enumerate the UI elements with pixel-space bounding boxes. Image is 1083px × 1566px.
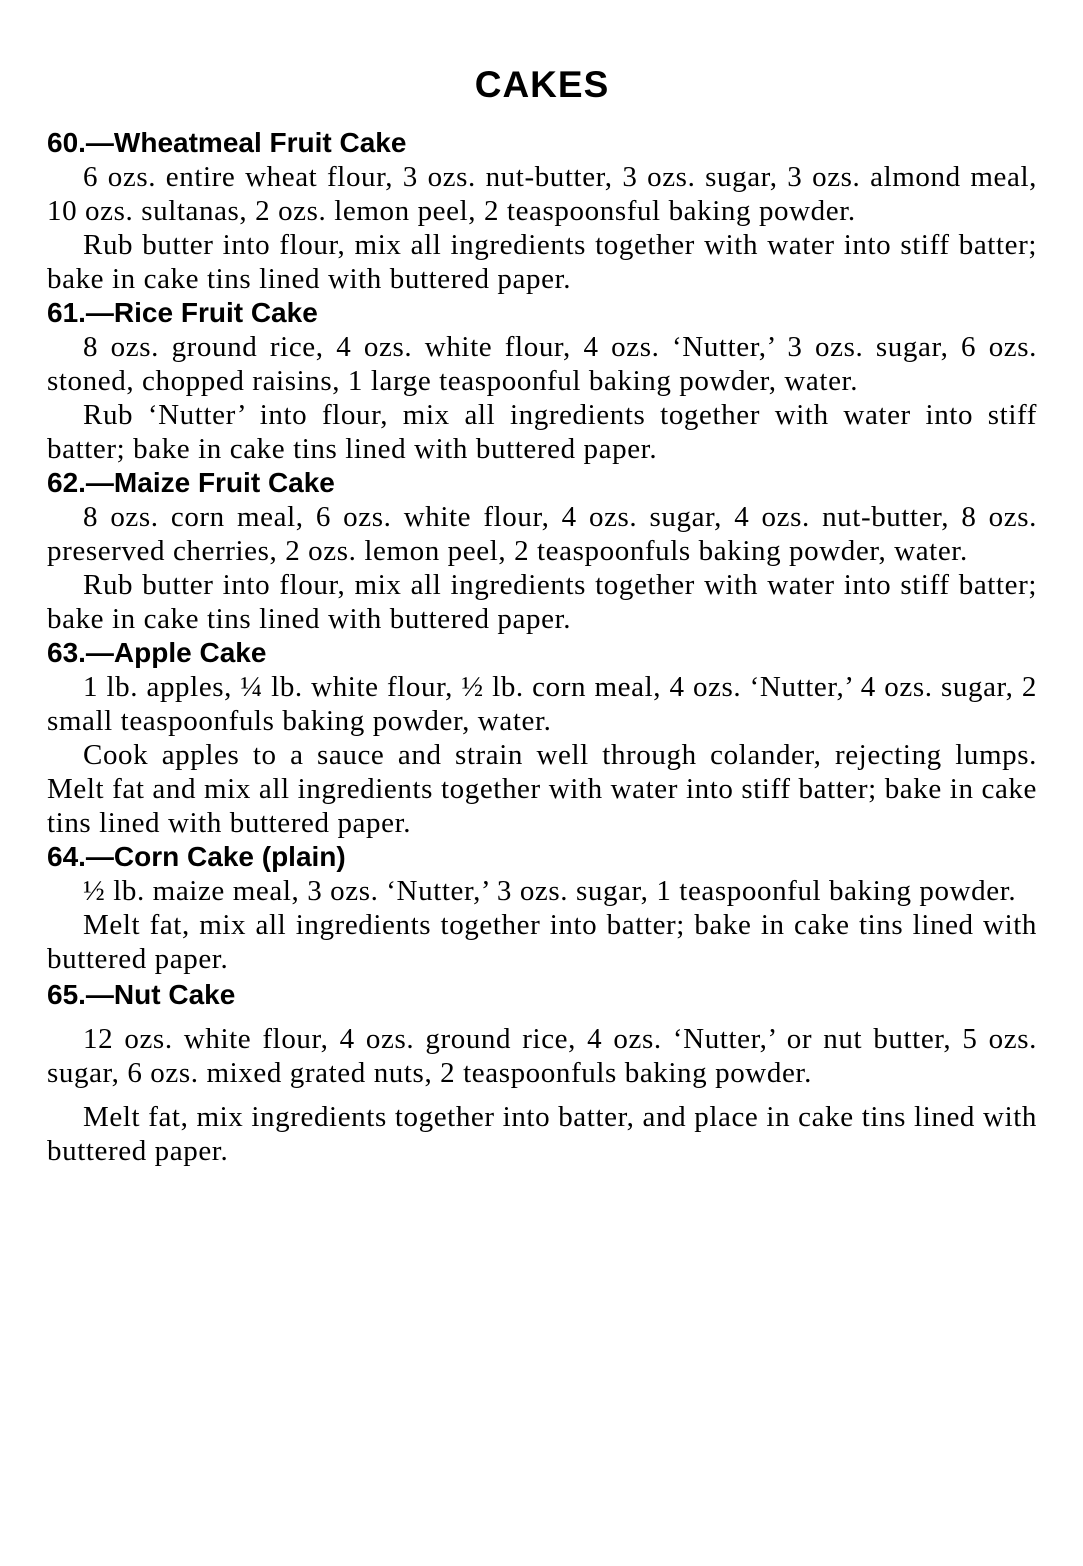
page-title: CAKES [474, 64, 610, 105]
recipe-method: Melt fat, mix all ingredients together into batter; bake in cake tins lined with buttered paper. [47, 909, 1037, 975]
recipe-method: Rub butter into flour, mix all ingredients together with water into stiff batter; bake in cake tins lined with buttered paper. [47, 569, 1037, 635]
recipe-method: Melt fat, mix ingredients together into batter, and place in cake tins lined with buttered paper. [47, 1101, 1037, 1167]
recipe-ingredients: 12 ozs. white flour, 4 ozs. ground rice, 4 ozs. ‘Nutter,’ or nut butter, 5 ozs. sugar, 6 ozs. mixed grated nuts, 2 teaspoonfuls baking powder. [47, 1023, 1037, 1089]
recipe-62 [47, 466, 1037, 636]
recipe-ingredients: ½ lb. maize meal, 3 ozs. ‘Nutter,’ 3 ozs. sugar, 1 teaspoonful baking powder. [83, 875, 1017, 907]
recipe-title: 65.—Nut Cake [47, 979, 236, 1010]
recipe-60 [47, 126, 1037, 296]
recipe-method: Rub butter into flour, mix all ingredients together with water into stiff batter; bake in cake tins lined with buttered paper. [47, 229, 1037, 295]
recipe-title: 64.—Corn Cake (plain) [47, 841, 346, 872]
recipe-63 [47, 636, 1037, 840]
recipe-ingredients: 1 lb. apples, ¼ lb. white flour, ½ lb. corn meal, 4 ozs. ‘Nutter,’ 4 ozs. sugar, 2 small teaspoonfuls baking powder, water. [47, 671, 1037, 737]
recipe-title: 60.—Wheatmeal Fruit Cake [47, 127, 407, 158]
recipe-method: Cook apples to a sauce and strain well through colander, rejecting lumps. Melt fat and mix all ingredients together with water into stiff batter; bake in cake tins lined with buttered paper. [47, 739, 1037, 839]
recipe-title: 62.—Maize Fruit Cake [47, 467, 335, 498]
recipe-65 [47, 978, 1037, 1168]
cookbook-page [47, 58, 1037, 1168]
recipe-method: Rub ‘Nutter’ into flour, mix all ingredients together with water into stiff batter; bake in cake tins lined with buttered paper. [47, 399, 1037, 465]
recipe-64 [47, 840, 1037, 976]
recipe-61 [47, 296, 1037, 466]
recipe-ingredients: 8 ozs. ground rice, 4 ozs. white flour, 4 ozs. ‘Nutter,’ 3 ozs. sugar, 6 ozs. stoned, chopped raisins, 1 large teaspoonful baking powder, water. [47, 331, 1037, 397]
recipe-ingredients: 8 ozs. corn meal, 6 ozs. white flour, 4 ozs. sugar, 4 ozs. nut-butter, 8 ozs. preserved cherries, 2 ozs. lemon peel, 2 teaspoonfuls baking powder, water. [47, 501, 1037, 567]
recipe-ingredients: 6 ozs. entire wheat flour, 3 ozs. nut-butter, 3 ozs. sugar, 3 ozs. almond meal, 10 ozs. sultanas, 2 ozs. lemon peel, 2 teaspoonsful baking powder. [47, 161, 1037, 227]
recipe-title: 61.—Rice Fruit Cake [47, 297, 318, 328]
recipe-title: 63.—Apple Cake [47, 637, 267, 668]
